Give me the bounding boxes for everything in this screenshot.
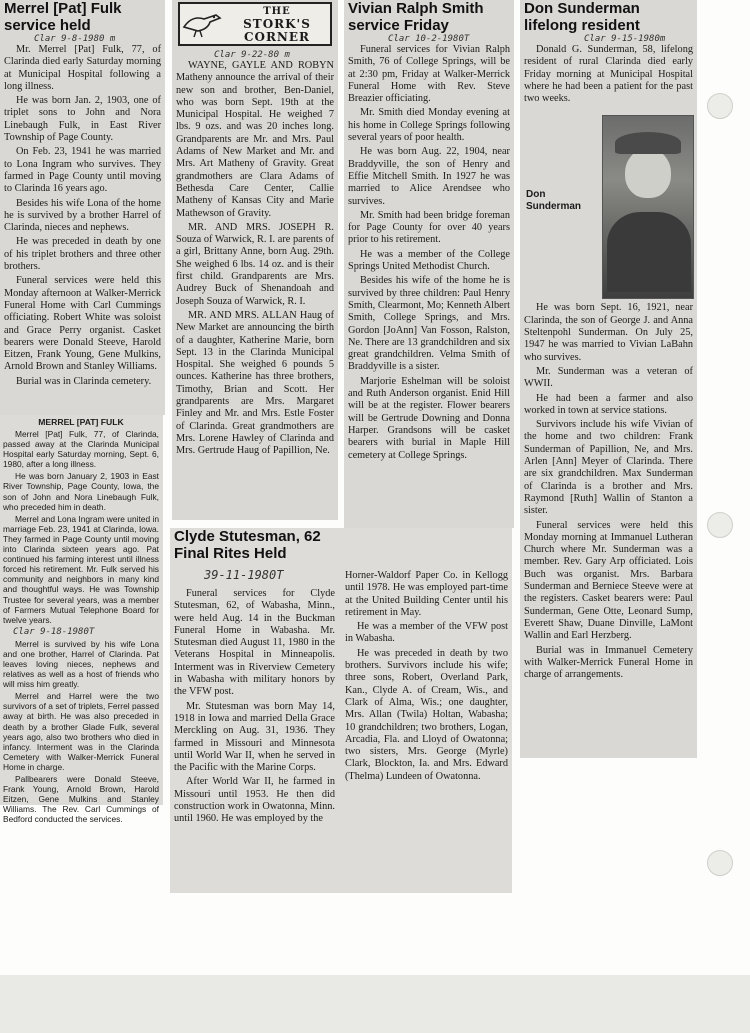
stutesman-date-note: 39-11-1980T: [204, 568, 284, 582]
paragraph: On Feb. 23, 1941 he was married to Lona Ingram who survives. They farmed in Page County until moving to Clarinda 16 years ago.: [4, 146, 161, 195]
stork-date-note: Clar 9-22-80 m: [214, 50, 290, 60]
paragraph: Mr. Merrel [Pat] Fulk, 77, of Clarinda died early Saturday morning at Municipal Hospital following a long illness.: [4, 44, 161, 92]
paragraph: Burial was in Immanuel Cemetery with Walker-Merrick Funeral Home in charge of arrangements.: [524, 644, 693, 681]
paragraph: Pallbearers were Donald Steeve, Frank Young, Arnold Brown, Harold Eitzen, Gene Mulkins and Stanley Williams. The Rev. Carl Cummings of Bedford conducted the services.: [3, 774, 159, 825]
stutesman-columns: [174, 528, 508, 828]
paragraph: Donald G. Sunderman, 58, lifelong resident of rural Clarinda died early Friday morning at Municipal Hospital where he had been a patient for the past two weeks.: [524, 44, 693, 105]
paragraph: He was born Sept. 16, 1921, near Clarinda, the son of George J. and Anna Steltenpohl Sunderman. On July 25, 1947 he was married to Vivian LaBahn who survives.: [524, 302, 693, 363]
stork-icon: [180, 9, 224, 39]
caption-line: Don: [526, 189, 546, 201]
paragraph: He had been a farmer and also worked in town at service stations.: [524, 392, 693, 416]
paragraph: Mr. Stutesman was born May 14, 1918 in Iowa and married Della Grace Merckling on Aug. 31, 1936. They farmed in Missouri and Minnesota until World War II, when he served in the Pacific with the Marine Corps.: [174, 700, 335, 774]
paragraph: He was born Jan. 2, 1903, one of triplet sons to John and Nora Linebaugh Fulk, in East River Township of Page County.: [4, 95, 161, 144]
scanner-bed: [0, 975, 750, 1033]
paragraph: He was preceded in death by one of his triplet brothers and three other brothers.: [4, 236, 161, 273]
binder-hole: [707, 93, 733, 119]
paragraph: Horner-Waldorf Paper Co. in Kellogg until 1978. He was employed part-time at the United Building Center until his retirement in May.: [345, 570, 508, 618]
paragraph: He was a member of the VFW post in Wabasha.: [345, 621, 508, 645]
fulk-body: [4, 44, 161, 388]
headline-line: Final Rites Held: [174, 545, 287, 562]
paragraph: Funeral services were held this Monday afternoon at Walker-Merrick Funeral Home with Carl Cummings officiating. Robert White was soloist and Grace Perry organist. Casket bearers were Donald Steeve, Harold Eitzen, Frank Young, Gene Mulkins, Arnold Brown and Stanley Williams.: [4, 275, 161, 373]
smith-obituary: [344, 0, 514, 528]
binder-hole: [707, 850, 733, 876]
paragraph: Merrel [Pat] Fulk, 77, of Clarinda, passed away at the Clarinda Municipal Hospital early Saturday morning, Sept. 6, 1980, after a long illness.: [3, 429, 159, 470]
paragraph: Burial was in Clarinda cemetery.: [16, 375, 152, 387]
paragraph: Funeral services were held this Monday morning at Immanuel Lutheran Church where Mr. Sunderman was a member. Rev. Gary Arp officiated. Lois Buch was organist. Mrs. Barbara Sunderman and Berniece Steeve were at the registers. Casket bearers were: Paul Sunderman, Gene Otte, Leonard Sump, Everett Shaw, Duane Dinville, LaMont Wallin and Earl Herzberg.: [524, 519, 693, 642]
paragraph: Besides his wife Lona of the home he is survived by a brother Harrel of Clarinda, nieces and nephews.: [4, 197, 161, 234]
title-line: STORK'S: [243, 16, 311, 31]
photo-block: [524, 107, 693, 302]
fulk-sub-headline: MERREL [PAT] FULK: [38, 417, 124, 427]
smith-date-note: Clar 10-2-1980T: [388, 34, 470, 44]
stutesman-headline: [174, 528, 335, 562]
fulk-date-note: Clar 9-8-1980 m: [34, 34, 116, 44]
birth-announcement: MR. AND MRS. JOSEPH R. Souza of Warwick, R. I. are parents of a girl, Brittany Anne, born Aug. 29th. She weighed 6 lbs. 14 oz. and is their first child. Grandparents are Mrs. Audrey Buck of Shenandoah and Joseph Souza of Warwick, R. I.: [176, 221, 334, 307]
title-line: THE: [263, 5, 291, 17]
portrait-photo: [602, 115, 694, 299]
paragraph: Mr. Smith had been bridge foreman for Page County for over 40 years prior to his retirement.: [348, 209, 510, 246]
sunderman-obituary: [520, 0, 697, 758]
paragraph: Mr. Sunderman was a veteran of WWII.: [524, 365, 693, 390]
storks-corner-masthead: [178, 2, 332, 46]
birth-announcement: WAYNE, GAYLE AND ROBYN Matheny announce the arrival of their new son and brother, Ben-Daniel, who was born Sept. 19th at the Municipal Hospital. He weighed 7 lbs. 9 ozs. and was 20 inches long. Grandparents are Mr. and Mrs. Paul Adams of New Market and Mr. and Mrs. Art Matheny of Gravity. Great grandmothers are Clara Adams of Bethesda Care Center, Callie Matheny of Kansas City and Marie Mathewson of Gravity.: [176, 60, 334, 219]
paragraph: Merrel and Harrel were the two survivors of a set of triplets, Ferrel passed away at birth. He was also preceded in death by a brother Glade Fulk, several years ago, also two brothers who died in infancy. Interment was in the Clarinda Cemetery with Walker-Merrick Funeral Home in charge.: [3, 691, 159, 772]
fulk-obituary-2: [0, 415, 163, 825]
title-line: CORNER: [243, 29, 311, 44]
paragraph: He was a member of the College Springs United Methodist Church.: [348, 248, 510, 273]
paragraph: Merrel is survived by his wife Lona and one brother, Harrel of Clarinda. Pat leaves loving nieces, nephews and relatives as well as a host of friends who will miss him greatly.: [3, 638, 159, 690]
paragraph: He was preceded in death by two brothers. Survivors include his wife; three sons, Robert, Overland Park, Kan., Clyde A. of Cream, Wis., and Clark of Alma, Wis.; one daughter, Mrs. Allan (Twila) Holtan, Wabasha; 10 grandchildren; two brothers, Logan, Arcadia, Fla. and Lloyd of Owatonna; two sisters, Mrs. George (Myrle) Clark, Blockton, Ia. and Mrs. Edward (Thelma) Lundeen of Owatonna.: [345, 647, 508, 782]
paragraph: He was born January 2, 1903 in East River Township, Page County, Iowa, the son of John and Nora Linebaugh Fulk, who preceded him in death.: [3, 471, 159, 512]
paragraph: Survivors include his wife Vivian of the home and two children: Frank Sunderman of Papillion, Ne, and Mrs. Arlen [Ann] Meyer of Clarinda. There are six grandchildren. Max Sunderman of Clarinda is a brother and Mrs. Raymond [Ruth] Wallin of Stanton a sister.: [524, 419, 693, 517]
fulk-sub-date-note: Clar 9-18-1980T: [13, 626, 95, 637]
storks-corner-title: [224, 5, 330, 44]
photo-shape: [607, 212, 691, 292]
storks-corner: [172, 0, 338, 520]
photo-caption: [526, 189, 581, 213]
sunderman-headline: Don Sunderman lifelong resident: [524, 0, 640, 34]
photo-shape: [625, 148, 671, 198]
photo-shape: [615, 132, 681, 154]
paragraph: Besides his wife of the home he is survived by three children: Paul Henry Smith, Clearmont, Mo; Kenneth Albert Smith, College Springs, and Mrs. Gordon [JoAnn] Van Fosson, Ralston, Ne. There are 13 grandchildren and six great grandchildren. Velma Smith of Braddyville is a sister.: [348, 275, 510, 373]
paragraph: Mr. Smith died Monday evening at his home in College Springs following several years of poor health.: [348, 107, 510, 144]
stutesman-obituary: [170, 528, 512, 893]
paragraph: Merrel and Lona Ingram were united in marriage Feb. 23, 1941 at Clarinda, Iowa. They farmed in Page County until moving into Clarinda sixteen years ago. Pat continued his farming interest until illness forced his retirement. Mr. Fulk served his community and neighbors in many kind and thoughtful ways. He was Township Trustee for several years, was a member of Farmers Mutual Telephone Board for twelve years.: [3, 513, 159, 625]
paragraph: He was born Aug. 22, 1904, near Braddyville, the son of Henry and Effie Mitchell Smith. In 1927 he was married to Alice Arendsee who survives.: [348, 146, 510, 207]
paragraph: Marjorie Eshelman will be soloist and Ruth Anderson organist. Enid Hill will be at the register. Flower bearers will be Gertrude Downing and Donna Harper. Grandsons will be casket bearers with burial in Maple Hill cemetery at College Springs.: [348, 375, 510, 461]
paragraph: After World War II, he farmed in Missouri until 1953. He then did construction work in Owatonna, Minn. until 1960. He was employed by the: [174, 776, 335, 825]
headline-line: Clyde Stutesman, 62: [174, 528, 321, 545]
fulk-headline: Merrel [Pat] Fulk service held: [4, 0, 122, 34]
caption-line: Sunderman: [526, 201, 582, 213]
paragraph: Funeral services for Clyde Stutesman, 62, of Wabasha, Minn., were held Aug. 14 in the Buckman Funeral Home in Wabasha. Mr. Stutesman died August 11, 1980 in the Veterans Hospital in Minneapolis. Interment was in Riverview Cemetery in Wabasha with military honors by the VFW post.: [174, 588, 335, 698]
paragraph: Funeral services for Vivian Ralph Smith, 76 of College Springs, will be at 2:30 pm, Friday at Walker-Merrick Funeral Home with Rev. Steve Breazier officiating.: [348, 44, 510, 105]
birth-announcement: MR. AND MRS. ALLAN Haug of New Market are announcing the birth of a daughter, Katherine Marie, born Sept. 13 in the Clarinda Municipal Hospital. She weighed 6 pounds 5 ounces. Katherine has three brothers, Timothy, Brian and Scott. Her grandparents are Mrs. Margaret Finley and Mr. and Mrs. Estle Foster of Clarinda. Great grandmothers are Mrs. Lorene Hawley of Clarinda and Mrs. Gertrude Haug of Papillion, Ne.: [176, 309, 334, 457]
fulk-obituary: [0, 0, 165, 415]
smith-headline: Vivian Ralph Smith service Friday: [348, 0, 484, 34]
sunderman-date-note: Clar 9-15-1980m: [584, 34, 666, 44]
binder-hole: [707, 512, 733, 538]
stutesman-column-1: [174, 528, 335, 828]
stutesman-column-2: [345, 528, 508, 828]
